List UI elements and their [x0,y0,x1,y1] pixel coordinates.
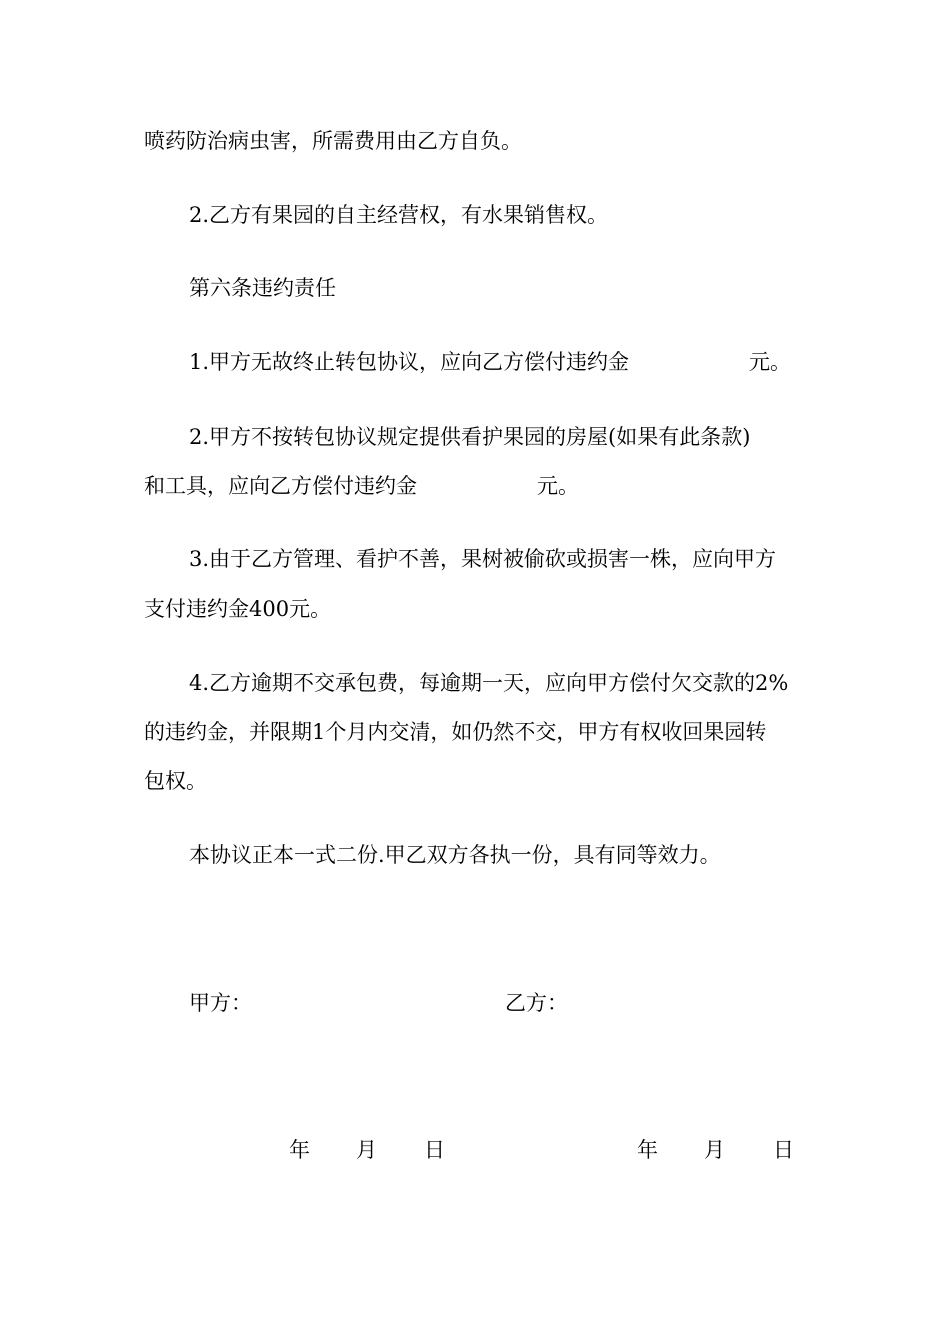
paragraph-line: 喷药防治病虫害，所需费用由乙方自负。 [144,129,522,153]
paragraph-line-tail: 元。 [749,350,791,374]
section-heading: 第六条违约责任 [189,276,336,300]
paragraph-line: 3.由于乙方管理、看护不善，果树被偷砍或损害一株，应向甲方 [189,547,777,571]
paragraph-line-tail: 元。 [537,474,579,498]
paragraph-line: 和工具，应向乙方偿付违约金 [144,474,417,498]
party-a-day: 日 [424,1138,445,1162]
paragraph-line: 的违约金，并限期1个月内交清，如仍然不交，甲方有权收回果园转 [144,720,767,744]
party-a-year: 年 [289,1138,310,1162]
paragraph-line: 4.乙方逾期不交承包费，每逾期一天，应向甲方偿付欠交款的2% [189,671,789,695]
party-b-month: 月 [704,1138,725,1162]
paragraph-line: 本协议正本一式二份.甲乙双方各执一份，具有同等效力。 [189,843,721,867]
paragraph-line: 2.甲方不按转包协议规定提供看护果园的房屋(如果有此条款) [189,425,751,449]
paragraph-line: 2.乙方有果园的自主经营权，有水果销售权。 [189,203,609,227]
paragraph-line: 支付违约金400元。 [144,597,332,621]
party-a-label: 甲方： [189,991,252,1015]
paragraph-line: 1.甲方无故终止转包协议，应向乙方偿付违约金 [189,350,630,374]
party-b-label: 乙方： [505,991,568,1015]
party-b-day: 日 [773,1138,794,1162]
party-b-year: 年 [637,1138,658,1162]
paragraph-line: 包权。 [144,769,207,793]
party-a-month: 月 [356,1138,377,1162]
